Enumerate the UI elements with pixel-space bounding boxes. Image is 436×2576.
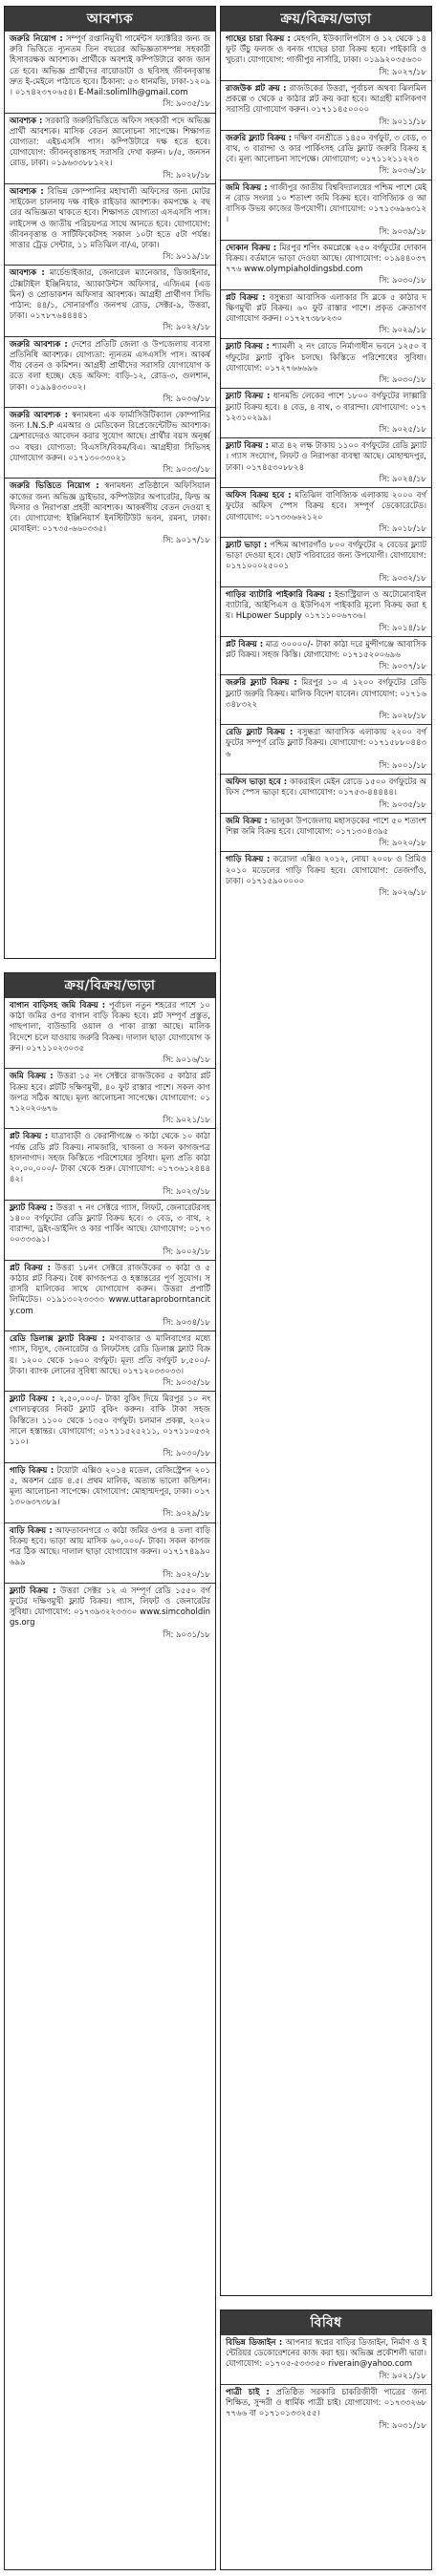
classified-ad [221, 587, 431, 637]
ad-body: গাজীপুর জাতীয় বিশ্ববিদ্যালয়ের পশ্চিম পাশে মেইন রোড সংলগ্ন ১০ শতাংশ জমি বিক্রয় হবে। বাণিজ্যিক ও আবাসিক উভয় কাজের উপযোগী। যোগাযোগ: ০১৭১৩৬৯৬৩১২। [226, 182, 426, 225]
ad-title: জমি বিক্রয় : [226, 816, 268, 826]
ad-code: সি: ৯০৩১/১৮ [379, 2420, 426, 2431]
section-heading: বিবিধ [221, 2310, 431, 2335]
classified-ad [221, 814, 431, 853]
ad-title: রেডি ফ্ল্যাট বিক্রয় : [226, 728, 294, 738]
classified-ad [221, 2335, 431, 2385]
ad-code: সি: ৯০৩৭/১৮ [379, 662, 426, 672]
ad-body: ধানমন্ডি লেকের পাশে ১৮০০ বর্গফুটের লাক্সারি ফ্ল্যাট বিক্রয় হবে। ৪ বেড, ৪ বাথ, ৩ বারান্দা। যোগাযোগ: ০১৭১২৩১০২৯৯। [226, 392, 427, 423]
ad-body: মতিঝিল বাণিজ্যিক এলাকায় ২০০০ বর্গফুটের অফিস স্পেস বিক্রয় হবে। সম্পূর্ণ ডেকোরেটেড। যোগাযোগ: ০১৭৩৩৬৬২১২০ [226, 491, 427, 522]
ad-text [10, 1334, 210, 1377]
ad-body: উত্তরা সেক্টর ১২ এ সম্পূর্ণ রেডি ১৫৫০ বর্গফুটের দক্ষিণমুখী ফ্ল্যাট বিক্রয়। গ্যাস, লিফট ও জেনারেটর সুবিধা। যোগাযোগ: ০১৭৩৯৩২২৩৩৩০ www.simcoholdings.org [10, 1586, 211, 1629]
ad-body: সম্পূর্ণ রপ্তানিমুখী গার্মেন্টস ফ্যাক্টরির জন্য জরুরি ভিত্তিতে ন্যূনতম তিন বছরের অভিজ্ঞতাসম্পন্ন সহকারী হিসাবরক্ষক আবশ্যক। প্রার্থীকে অবশ্যই কম্পিউটারে কাজ জানতে হবে। অভিজ্ঞ প্রার্থীদের বায়োডাটা ও ছবিসহ জীবনবৃত্তান্ত দ্রুত ই-মেইলে পাঠাতে হবে। ঠিকানা: ৫৩ ধানমন্ডি, ঢাকা-১২০৯। ০১৭৪২৩৭০৬৫৪। E-Mail:solimllh@gmail.com [10, 34, 211, 98]
ad-body: পশ্চিম আগারগাঁও ৮০০ বর্গফুটের ২ বেডের ফ্ল্যাট ভাড়া দেওয়া হবে। ছোট পরিবারের জন্য উপযোগী। যোগাযোগ: ০১৭১০০০২৫০০১ [226, 540, 426, 572]
ad-body: মিরপুর শপিং কমপ্লেক্সে ২৫০ বর্গফুটের দোকান বিক্রয়। বর্তমানে ভাড়া দেওয়া আছে। যোগাযোগ: ০১৯৪৪০৩৭৭৭৬ www.olympiaholdingsbd.com [226, 243, 427, 275]
ad-code: সি: ৯০২৬/১৮ [379, 888, 426, 899]
ad-title: আবশ্যক : [10, 186, 44, 197]
ad-title: বাড়ি বিক্রয় : [10, 1525, 53, 1536]
ad-code: সি: ৯০৩৫/১৮ [163, 99, 210, 110]
ad-text [226, 183, 426, 226]
ad-body: মাত্র ৩০০০০/- টাকা কাঠা দরে মুন্সীগঞ্জে আবাসিক প্লট বিক্রয়। সহজ কিস্তি। যোগাযোগ: ০১৭১৫২০০৬৯৬ [226, 639, 427, 660]
ad-code: সি: ৯০৩০/১৮ [163, 1449, 210, 1459]
ad-code: সি: ৯০২০/১৮ [163, 1569, 210, 1580]
ad-text [10, 187, 210, 251]
classified-ad [221, 389, 431, 438]
ad-title: অফিস ভাড়া হবে : [226, 777, 288, 788]
ad-code: সি: ৯০২১/১৮ [163, 1116, 210, 1126]
ad-text [10, 340, 210, 394]
ad-body: ইন্ডাস্ট্রিয়াল ও অটোমোবাইল ব্যাটারি, আইপিএস ও ইউপিএস পাইকারি মূল্যে বিক্রয় করা হয়। HLpower Supply ০১৭১১০০৬৭৩৬। [226, 589, 426, 622]
ad-text [226, 817, 426, 838]
ad-title: বাগান বাড়িসহ জমি বিক্রয় : [10, 1001, 106, 1011]
ad-body: স্বনামধন্য এক ফার্মাসিউটিক্যাল কোম্পানির জন্য I.N.S.P এমআর ও মেডিকেল রিপ্রেজেন্টেটিভ আবশ্যক। ফ্রেশারদেরও আবেদন করার সুযোগ আছে। প্রার্থীর বয়স অনূর্ধ্ব ৩০ বছর। যোগ্যতা: বিএসসি/বিকম/বিএ। আগ্রহীরা সিভিসহ যোগাযোগ করুন। ০১৭১৩০৩৩০২১ [10, 411, 211, 463]
ad-body: সরকারি জরুরিভিত্তিতে অফিস সহকারী পদে অভিজ্ঞ প্রার্থী আবশ্যক। মাসিক বেতন আলোচনা সাপেক্ষে। শিক্ষাগত যোগ্যতা: এইচএসসি পাস। কম্পিউটারে দক্ষ হতে হবে। যোগাযোগ: জীবনবৃত্তান্তসহ সরাসরি দেখা করুন। ৮/৫, জনসন রোড, ঢাকা। ০১৯৬৩৩৮৮১২২। [10, 116, 210, 169]
ad-code: সি: ৯০৩০/১৮ [379, 375, 426, 386]
ad-title: গাড়ি বিক্রয় : [226, 855, 271, 865]
ad-title: ফ্ল্যাট বিক্রয় : [10, 1394, 55, 1405]
classified-ad [5, 408, 215, 479]
ad-body: প্রতিষ্ঠিত সরকারি চাকরিজীবী পাত্রের জন্য শিক্ষিত, সুন্দরী ও ধার্মিক পাত্রী চাই। যোগাযোগ: ০১৭৩৩২৬৮৭৭৬৬ বা ০১৭১০১৩৩২৫৫। [226, 2387, 427, 2419]
ad-title: গাছের চারা বিক্রয় : [226, 34, 291, 44]
classified-ad [221, 538, 431, 587]
classified-ad [221, 181, 431, 241]
ad-title: প্লট বিক্রয় : [226, 292, 266, 303]
classified-ad [221, 725, 431, 775]
ad-code: সি: ৯০১১/১৮ [379, 117, 426, 127]
classified-ad [221, 438, 431, 488]
ad-code: সি: ৯০৩০/১৮ [379, 276, 426, 287]
section-heading: ক্রয়/বিক্রয়/ভাড়া [5, 973, 215, 998]
ad-body: মেহগনি, ইউক্যালিপটাস ও ১২ থেকে ১৪ ফুট উঁচু ফলজ ও বনজ গাছের চারা বিক্রয় হবে। পাইকারি ও খুচরা। যোগাযোগ: গাজীপুর নার্সারি, ঢাকা। ০১৯৯২০৩৫৬৩০ [226, 34, 426, 66]
ad-title: আবশ্যক : [10, 268, 45, 279]
ad-title: বিভিন্ন ডিজাইন : [226, 2338, 283, 2348]
ad-title: ফ্ল্যাট বিক্রয় : [226, 342, 270, 352]
ad-title: জরুরি আবশ্যক : [10, 339, 68, 350]
ad-title: গাড়ির ব্যাটারি পাইকারি বিক্রয় : [226, 589, 332, 600]
ad-title: অফিস বিক্রয় হবে : [226, 491, 292, 501]
ad-text [10, 1203, 210, 1246]
ad-text [226, 293, 426, 326]
ad-text [10, 1072, 210, 1115]
ad-code: সি: ৯০১৪/১৮ [379, 623, 426, 633]
ad-title: গাড়ি বিক্রয় : [10, 1465, 54, 1476]
ad-title: জমি বিক্রয় : [226, 182, 268, 193]
classified-section [4, 972, 216, 2570]
ad-text [226, 541, 426, 573]
ad-title: ফ্ল্যাট বিক্রয় : [226, 392, 271, 402]
ad-code: সি: ৯০২৪/১৮ [379, 474, 426, 484]
classified-ad [221, 488, 431, 538]
ad-text [10, 268, 210, 322]
ad-body: উত্তরা ১৫ নং সেক্টরে রাজউকের ৫ কাঠার প্লট বিক্রয় হবে। প্লটটি দক্ষিণমুখী, ৪০ ফুট রাস্তার পাশে। সকল কাগজপত্র সঠিক আছে। মূল্য আলোচনা সাপেক্ষে। যোগাযোগ: ০১৭১২০২০৬৭৬ [10, 1072, 211, 1114]
classified-section [4, 6, 216, 959]
ad-title: জরুরি ফ্ল্যাট বিক্রয় : [226, 678, 297, 689]
classified-section [220, 2310, 432, 2570]
classified-ad [5, 1331, 215, 1392]
ad-code: সি: ৯০২৭/১৮ [379, 67, 426, 77]
ad-text [10, 1466, 210, 1509]
ad-code: সি: ৯০২৮/১৮ [163, 170, 210, 181]
classified-ad [5, 479, 215, 548]
ad-body: কাকরাইল মেইন রোডে ১৫০০ বর্গফুটের অফিস স্পেস ভাড়া হবে। যোগাযোগ: ০১৭৫৩-৪৪৪৪৪। [226, 777, 426, 798]
ad-text [226, 640, 426, 661]
classified-ad [221, 675, 431, 725]
ad-body: উত্তরা ৭ নং সেক্টরে গ্যাস, লিফট, জেনারেটরসহ ১৪০০ বর্গফুটের রেডি ফ্ল্যাট বিক্রয় হবে। ৩ বেড, ৩ বাথ, ২ বারান্দা, ড্রইং-ডাইনিং ও কার পার্কিং আছে। যোগাযোগ: ০১৭৩০০৩৩৩৯১। [10, 1203, 211, 1245]
ad-title: প্লট বিক্রয় : [226, 639, 264, 649]
ad-text [226, 728, 426, 760]
ad-text [226, 34, 426, 67]
section-heading: ক্রয়/বিক্রয়/ভাড়া [221, 7, 431, 32]
ad-text [226, 678, 426, 711]
ad-code: সি: ৯০২৫/১৮ [379, 425, 426, 435]
ad-text [226, 134, 426, 166]
classified-ad [221, 637, 431, 676]
ad-code: সি: ৯০৩৪/১৮ [163, 1317, 210, 1328]
ad-code: সি: ৯০২৮/১৮ [379, 712, 426, 722]
classified-ad [5, 1129, 215, 1200]
ad-text [226, 855, 426, 887]
ad-body: মার্চেন্ডাইজার, জেনারেল ম্যানেজার, ডিজাইনার, টেক্সটাইল ইঞ্জিনিয়ার, অ্যাকাউন্টস অফিসার, এজিএম (এডমিন) ও প্রোডাকশন অফিসার আবশ্যক। আগ্রহী প্রার্থীগণ সিভি পাঠান: ৪৪/১, সোনারগাঁও জনপথ রোড, সেক্টর-৯, উত্তরা, ঢাকা। ০১৭৮৭৬৪৪৪৪১ [10, 268, 210, 322]
ad-title: দোকান বিক্রয় : [226, 243, 277, 253]
classified-ad [5, 266, 215, 336]
classified-ad [5, 337, 215, 408]
ad-code: সি: ৯০১৯/১৮ [163, 252, 210, 263]
ad-text [226, 2338, 426, 2371]
ad-code: সি: ৯০০১/১৮ [379, 760, 426, 771]
ad-text [226, 84, 426, 117]
classified-ad [5, 1392, 215, 1462]
ad-title: রাজউক প্লট ক্রয় : [226, 83, 287, 94]
classified-ad [5, 1069, 215, 1129]
ad-title: ফ্ল্যাট বিক্রয় : [226, 441, 270, 452]
ad-body: বসুন্ধরা আবাসিক এলাকায় ২২০০ বর্গফুটের সম্পূর্ণ রেডি ফ্ল্যাট বিক্রয়। যোগাযোগ: ০১৭১৫৮৮০৪৪৩৬ [226, 728, 426, 759]
ad-title: প্লট বিক্রয় : [10, 1132, 49, 1142]
ad-body: মগবাজার ও মালিবাগের মধ্যে গ্যাস, বিদ্যুৎ, জেনারেটর ও লিফটসহ রেডি ডিলাক্স ফ্ল্যাট বিক্রয়। ১২০০ থেকে ১৬০০ বর্গফুট। মূল্য প্রতি বর্গফুট ৮,৫০০/- টাকা। ব্যাংক লোনের সুবিধা আছে। ০১৭১২০৩৩০৩৩। [10, 1334, 211, 1376]
ad-code: সি: ৯০৩৯/১৮ [379, 226, 426, 237]
ad-code: সি: ৯০১৭/১৮ [163, 536, 210, 546]
classified-ad [5, 1261, 215, 1331]
classified-ad [221, 81, 431, 131]
classified-ad [5, 1463, 215, 1523]
classified-ad [5, 114, 215, 184]
ad-code: সি: ৯০৩৫/১৮ [379, 799, 426, 810]
ad-code: সি: ৯০৩৩/১৮ [163, 465, 210, 476]
ad-text [10, 117, 210, 170]
classified-ad [221, 131, 431, 181]
section-heading: আবশ্যক [5, 7, 215, 32]
ad-code: সি: ৯০২৯/১৮ [163, 1509, 210, 1520]
classified-section [220, 6, 432, 2296]
ad-body: ২,৫০,০০০/- টাকা বুকিং দিয়ে মিরপুর ১০ নং গোলচত্বরের নিকট ফ্ল্যাট বুকিং করুন। বাকি টাকা সহজ কিস্তিতে। ১১০০ থেকে ১৩৫০ বর্গফুট। চলমান প্রকল্প, ২০২০ সালে হস্তান্তর। যোগাযোগ: ০১৭১১৫২৫২১১, ০১৭১১০৫৩২১১০। [10, 1394, 211, 1448]
ad-body: দেশের প্রতিটি জেলা ও উপজেলায় ব্যবসা প্রতিনিধি আবশ্যক। যোগ্যতা: ন্যূনতম এসএসসি পাস। আকর্ষণীয় বেতন ও কমিশন। আগ্রহী প্রার্থীদের সরাসরি যোগাযোগ করতে বলা হচ্ছে। হেড অফিস: বাড়ি-১২, রোড-৩, গুলশান, ঢাকা। ০১৯৯৪৩৩০০২। [10, 339, 211, 393]
classified-ad [5, 998, 215, 1069]
ad-text [226, 777, 426, 798]
ad-text [10, 1264, 210, 1317]
ad-code: সি: ৯০৩২/১৮ [379, 573, 426, 584]
ad-body: শ্যামলী ২ নং রোডে নির্মাণাধীন ভবনে ১২৫০ বর্গফুটের ফ্ল্যাট বুকিং চলছে। কিস্তিতে পরিশোধের সুবিধা। যোগাযোগ: ০১৭২৭৬৬৬৯৬ [226, 342, 427, 373]
ad-text [10, 1394, 210, 1448]
ad-title: প্লট বিক্রয় : [10, 1263, 51, 1273]
ad-title: জরুরি ভিত্তিতে নিয়োগ : [10, 481, 99, 492]
classified-ad [5, 1201, 215, 1261]
ad-text [226, 392, 426, 424]
classified-ad [221, 32, 431, 81]
ad-code: সি: ৯০৩৬/১৮ [163, 394, 210, 404]
ad-text [10, 1526, 210, 1569]
ad-code: সি: ৯০২৩/১৮ [163, 1186, 210, 1197]
ad-text [10, 34, 210, 98]
ad-code: সি: ৯০১৬/১৮ [163, 1055, 210, 1066]
ad-title: রেডি ডিলাক্স ফ্ল্যাট বিক্রয় : [10, 1334, 105, 1345]
ad-body: রাজউকের উত্তরা, পূর্বাচল অথবা ঝিলমিল প্রকল্পে ৩ থেকে ৫ কাঠার প্লট ক্রয় করা হবে। আগ্রহী মালিকগণ সরাসরি যোগাযোগ করুন। ০১৭১১৪৫০০০০ [226, 83, 427, 116]
ad-text [226, 2388, 426, 2420]
classified-ad [221, 852, 431, 901]
classified-ad [5, 32, 215, 114]
ad-title: জমি বিক্রয় : [10, 1072, 54, 1082]
ad-body: মাত্র ৪২ লক্ষ টাকায় ১১০০ বর্গফুটের রেডি ফ্ল্যাট। গ্যাস সংযোগ, লিফট ও নিরাপত্তা ব্যবস্থা আছে। মোহাম্মদপুর, ঢাকা। ০১৭৪৫৩০৮৮২৪ [226, 441, 426, 473]
ad-body: মিরপুর ১০ এ ১২০০ বর্গফুটের রেডি ফ্ল্যাট জরুরি বিক্রয়। মালিক বিদেশ যাবেন। যোগাযোগ: ০১৭১৬৩৪৮৩২২ [226, 678, 426, 710]
ad-code: সি: ৯০২৯/১৮ [379, 326, 426, 336]
ad-body: পূর্বাচল নতুন শহরের পাশে ১০ কাঠা জমির ওপর বাগান বাড়ি বিক্রয় হবে। প্লট সম্পূর্ণ প্রস্তুত, গাছপালা, বাউন্ডারি ওয়াল ও পাকা রাস্তা আছে। মালিক বিদেশে চলে যাওয়ায় জরুরি বিক্রয়। দালাল ছাড়া যোগাযোগ করুন। ০১৭১১০২৩০৩৫ [10, 1001, 211, 1054]
classified-ad [221, 2385, 431, 2434]
ad-code: সি: ৯০২২/১৮ [163, 323, 210, 333]
left-column [4, 6, 216, 2570]
ad-body: দক্ষিণ বনশ্রীতে ১৪৫০ বর্গফুট, ৩ বেড, ৩ বাথ, ৩ বারান্দা ও কার পার্কিংসহ রেডি ফ্ল্যাট জরুরি বিক্রয় হবে। মূল্য আলোচনা সাপেক্ষে। যোগাযোগ: ০১৭১১২১১২২৩ [226, 133, 427, 165]
ad-code: সি: ৯০৩৫/১৮ [163, 1378, 210, 1388]
ad-title: ফ্ল্যাট বিক্রয় : [10, 1586, 56, 1596]
right-column [220, 6, 432, 2570]
ad-code: সি: ৯০৩১/১৮ [163, 1629, 210, 1640]
ad-text [226, 491, 426, 523]
ad-body: আফতাবনগরে ৩ কাঠা জমির ওপর ৪ তলা বাড়ি বিক্রয় হবে। ভাড়া আয় মাসিক ৬০,০০০/- টাকা। সকল কাগজপত্র ঠিক আছে। দালাল ছাড়া যোগাযোগ করুন। ০১৭১৭৪৯৯০৬৯৯ [10, 1525, 210, 1568]
ad-code: সি: ৯০০২/১৮ [163, 1246, 210, 1257]
ad-body: টয়োটা এক্সিও ২০১৪ মডেল, রেজিস্ট্রেশন ২০১৫, অকশন গ্রেড ৪.৫। প্রথম মালিক, অত্যন্ত ভালো কন্ডিশন। মূল্য আলোচনা সাপেক্ষে। যোগাযোগ: মোহাম্মদপুর, ঢাকা। ০১৭১৩০৬৩৭৩৮৯। [10, 1465, 211, 1508]
ad-title: আবশ্যক : [10, 116, 43, 126]
ad-title: ফ্ল্যাট বিক্রয় : [10, 1203, 54, 1213]
classified-ad [221, 241, 431, 290]
ad-text [226, 342, 426, 374]
ad-body: উত্তরা ১৮নং সেক্টরে রাজউকের ৩ কাঠা ও ৫ কাঠার প্লট বিক্রয়। বৈধ কাগজপত্র ও হস্তান্তরের পূর্ণ সুযোগ। সরাসরি মালিকের সাথে যোগাযোগ করুন। উত্তরা প্রপার্টি লিমিটেড। ০১৯১৩০২৩৩৩৩ www.uttaraproborntancity.com [10, 1263, 210, 1316]
ad-body: বিভিন্ন কোম্পানির মহাখালী অফিসের জন্য মোটরসাইকেল চালনায় দক্ষ বাইক রাইডার আবশ্যক। কমপক্ষে ২ বছরের অভিজ্ঞতা থাকতে হবে। শিক্ষাগত যোগ্যতা এসএসসি পাস। লাইসেন্স ও জাতীয় পরিচয়পত্র সাথে আনতে হবে। যোগাযোগ: জীবনবৃত্তান্ত ও সার্টিফিকেটসহ সকাল ১০টা হতে ৫টা পর্যন্ত। সাত্তার ট্রেড সেন্টার, ১১ মতিঝিল বা/এ, ঢাকা। [10, 186, 211, 250]
ad-code: সি: ৯০২১/১৮ [379, 2371, 426, 2381]
ad-title: জরুরি নিয়োগ : [10, 34, 63, 44]
ad-text [226, 590, 426, 623]
ad-text [226, 441, 426, 474]
ad-title: ফ্ল্যাট ভাড়া : [226, 540, 268, 550]
classified-ad [221, 339, 431, 389]
ad-text [10, 1132, 210, 1185]
ad-text [10, 411, 210, 464]
ad-body: যাত্রাবাড়ী ও কেরানীগঞ্জে ৩ কাঠা থেকে ১০ কাঠা পর্যন্ত রেডি প্লট বিক্রয়। নামজারি, খাজনা ও সকল কাগজপত্র হালনাগাদ। সহজ কিস্তিতে পরিশোধের সুবিধা। মূল্য প্রতি কাঠা ২০,০০,০০০/- টাকা থেকে শুরু। যোগাযোগ: ০১৭৩৬১২৪৪৪৪২। [10, 1132, 210, 1185]
ad-code: সি: ৯০৩৬/১৮ [379, 166, 426, 177]
ad-code: সি: ৯০১৮/১৮ [379, 523, 426, 534]
ad-text [10, 1586, 210, 1629]
ad-text [10, 481, 210, 535]
classified-ad [5, 184, 215, 266]
classified-ad [5, 1584, 215, 1643]
classified-ad [221, 775, 431, 814]
ad-title: জরুরি ফ্ল্যাট বিক্রয় : [226, 133, 293, 143]
ad-title: পাত্রী চাই : [226, 2387, 270, 2397]
ad-body: বসুন্ধরা আবাসিক এলাকার সি ব্লকে ৫ কাঠার দক্ষিণমুখী প্লট বিক্রয়। ৬০ ফুট রাস্তার পাশে। প্রকৃত ক্রেতাগণ যোগাযোগ করুন। ০১৭২৭৩৮৮২৩০ [226, 292, 427, 325]
ad-text [226, 244, 426, 276]
ad-body: করোলা এক্সিও ২০১২, নোয়া ২০০৮ ও প্রিমিও ২০১০ মডেলের গাড়ি বিক্রয় হবে। যোগাযোগ: তেজগাঁও, ঢাকা। ০১৭১৫৯০০০০০ [226, 855, 426, 886]
ad-body: আপনার স্বপ্নের বাড়ির ডিজাইন, নির্মাণ ও ইন্টেরিয়র ডেকোরেশনের কাজ করা হয়। অভিজ্ঞ প্রকৌশলী দ্বারা। যোগাযোগ: ০১৭০৫-৫৩৩৩৫০ riverain@yahoo.com [226, 2338, 427, 2370]
ad-body: স্বনামধন্য প্রতিষ্ঠানে অফিসিয়াল কাজের জন্য অভিজ্ঞ ড্রাইভার, কম্পিউটার অপারেটর, ফিল্ড অফিসার ও নিরাপত্তা প্রহরী আবশ্যক। আকর্ষণীয় বেতন দেওয়া হবে। যোগাযোগ: ইঞ্জিনিয়ার্স ইনস্টিটিউট ভবন, রমনা, ঢাকা। মোবাইল: ০১৭৩৫-৬৬০৩৩৫। [10, 481, 211, 535]
classified-ad [221, 290, 431, 340]
ad-code: সি: ৯০২০/১৮ [379, 839, 426, 849]
ad-title: জরুরি আবশ্যক : [10, 411, 69, 420]
ad-text [10, 1001, 210, 1054]
ad-body: ভালুকা উপজেলায় মহাসড়কের পাশে ৫০ শতাংশ শিল্প জমি বিক্রয় হবে। যোগাযোগ: ০১৭১৩০৪৩৯৫ [226, 816, 426, 837]
classified-ad [5, 1523, 215, 1584]
